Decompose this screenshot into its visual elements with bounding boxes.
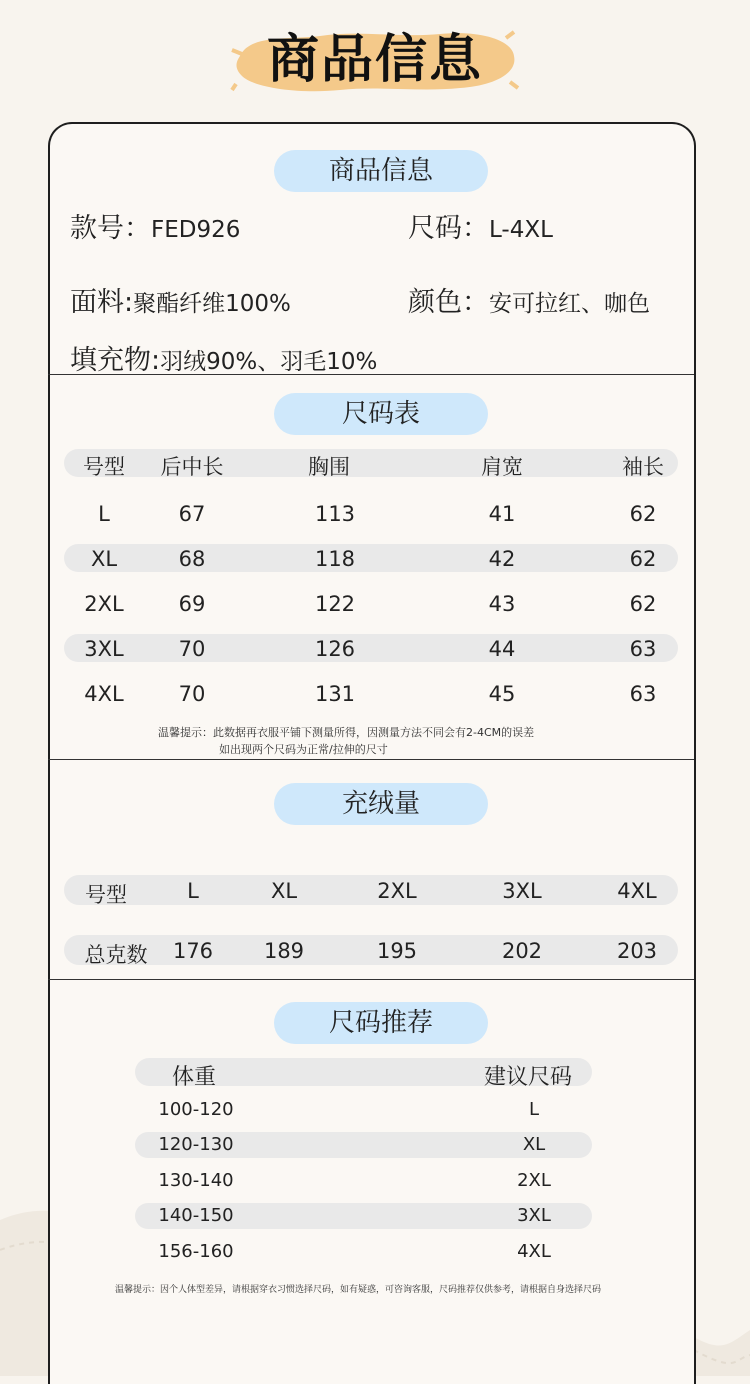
table-header-cell: 号型 (83, 455, 125, 479)
table-cell: 4XL (517, 1241, 551, 1262)
table-cell: 2XL (517, 1170, 551, 1191)
info-item-style-no (70, 206, 240, 245)
info-value: 聚酯纤维100% (133, 291, 291, 317)
table-cell: 131 (314, 682, 356, 706)
table-cell: 195 (376, 939, 418, 963)
table-cell: 63 (629, 637, 657, 661)
section-pill-fill-amount: 充绒量 (274, 783, 488, 825)
table-cell: L (98, 502, 110, 526)
table-header-cell: 号型 (85, 883, 127, 907)
info-item-color (408, 280, 650, 319)
table-cell: 126 (314, 637, 356, 661)
table-header-cell: 体重 (171, 1065, 216, 1090)
table-cell: 130-140 (158, 1170, 234, 1191)
section-pill-size-chart: 尺码表 (274, 393, 488, 435)
info-value: L-4XL (489, 217, 553, 243)
table-cell: 41 (488, 502, 516, 526)
header-title-block (230, 26, 520, 96)
table-cell: 62 (629, 502, 657, 526)
info-value: 羽绒90%、羽毛10% (160, 349, 378, 375)
table-header-cell: 肩宽 (481, 455, 523, 479)
info-label: 尺码： (408, 213, 489, 244)
size-chart-note: 温馨提示：此数据再衣服平铺下测量所得，因测量方法不同会有2-4CM的误差 (158, 726, 535, 739)
section-pill-product-info: 商品信息 (274, 150, 488, 192)
table-cell: 203 (616, 939, 658, 963)
table-cell: 70 (178, 682, 206, 706)
size-chart-note: 如出现两个尺码为正常/拉伸的尺寸 (219, 743, 388, 756)
table-cell: 100-120 (158, 1099, 234, 1120)
table-cell: 42 (488, 547, 516, 571)
info-label: 颜色： (408, 287, 489, 318)
table-cell: 4XL (617, 879, 657, 903)
table-cell: L (187, 879, 199, 903)
footer-note: 温馨提示：因个人体型差异，请根据穿衣习惯选择尺码，如有疑惑，可咨询客服，尺码推荐仅供参考，请根据自身选择尺码 (115, 1285, 602, 1295)
table-cell: 62 (629, 547, 657, 571)
table-cell: 176 (172, 939, 214, 963)
table-cell: XL (522, 1134, 546, 1155)
table-header-cell: 胸围 (308, 455, 350, 479)
table-cell: 63 (629, 682, 657, 706)
info-label: 款号： (70, 213, 151, 244)
table-cell: 43 (488, 592, 516, 616)
table-header-cell: 总克数 (84, 943, 148, 967)
table-cell: 156-160 (158, 1241, 234, 1262)
table-header-cell: 后中长 (160, 455, 224, 479)
info-label: 填充物: (70, 345, 161, 376)
section-divider (48, 759, 694, 760)
info-value: FED926 (151, 217, 241, 243)
table-cell: 113 (314, 502, 356, 526)
section-pill-size-recommend: 尺码推荐 (274, 1002, 488, 1044)
table-cell: 120-130 (158, 1134, 234, 1155)
section-divider (48, 979, 694, 980)
table-cell: 44 (488, 637, 516, 661)
table-cell: 2XL (84, 592, 124, 616)
table-cell: 62 (629, 592, 657, 616)
table-cell: 140-150 (158, 1205, 234, 1226)
table-cell: 68 (178, 547, 206, 571)
table-cell: L (528, 1099, 540, 1120)
table-cell: 202 (501, 939, 543, 963)
table-cell: 118 (314, 547, 356, 571)
table-header-cell: 建议尺码 (483, 1065, 572, 1090)
info-value: 安可拉红、咖色 (489, 291, 650, 317)
table-cell: 3XL (517, 1205, 551, 1226)
table-cell: 122 (314, 592, 356, 616)
table-cell: 4XL (84, 682, 124, 706)
info-label: 面料: (70, 287, 134, 318)
table-cell: XL (90, 547, 118, 571)
table-cell: 3XL (84, 637, 124, 661)
table-cell: 70 (178, 637, 206, 661)
table-cell: 67 (178, 502, 206, 526)
table-cell: 3XL (502, 879, 542, 903)
table-cell: 2XL (377, 879, 417, 903)
table-cell: 45 (488, 682, 516, 706)
table-cell: 189 (263, 939, 305, 963)
table-cell: 69 (178, 592, 206, 616)
page-title: 商品信息 (266, 30, 483, 90)
info-item-filling (70, 338, 377, 377)
info-item-size-range (408, 206, 553, 245)
table-header-cell: 袖长 (622, 455, 664, 479)
table-cell: XL (270, 879, 298, 903)
info-item-fabric (70, 280, 291, 319)
